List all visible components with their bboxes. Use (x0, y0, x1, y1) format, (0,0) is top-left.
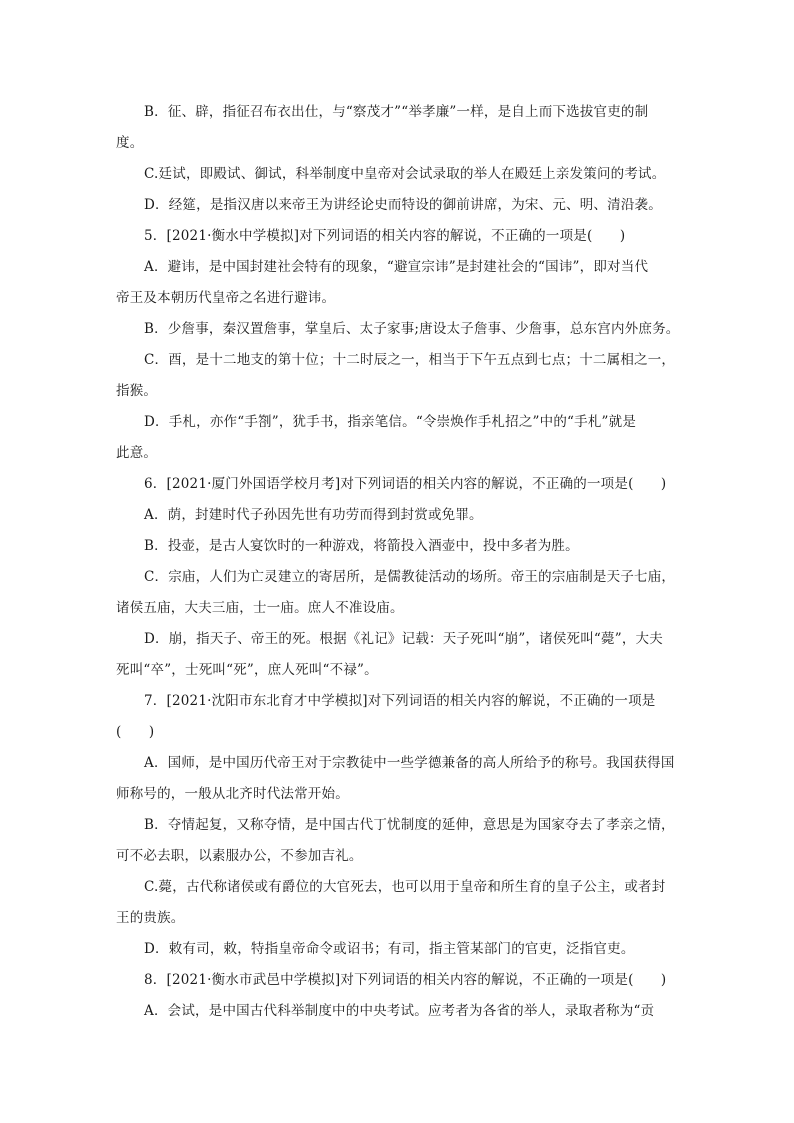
text-line: ( ) (116, 724, 155, 740)
text-line: 此意。 (116, 445, 158, 461)
question-stem: 6．[2021·厦门外国语学校月考]对下列词语的相关内容的解说，不正确的一项是( ) (144, 476, 667, 492)
text-line: A．会试，是中国古代科举制度中的中央考试。应考者为各省的举人，录取者称为“贡 (144, 1003, 655, 1019)
text-line: D．崩，指天子、帝王的死。根据《礼记》记载：天子死叫“崩”，诸侯死叫“薨”，大夫 (144, 631, 663, 647)
question-stem: 5．[2021·衡水中学模拟]对下列词语的相关内容的解说，不正确的一项是( ) (144, 228, 626, 244)
text-line: 指猴。 (116, 383, 158, 399)
text-line: B．少詹事，秦汉置詹事，掌皇后、太子家事;唐设太子詹事、少詹事，总东宫内外庶务。 (144, 321, 680, 337)
text-line: 度。 (116, 135, 144, 151)
text-line: C.薨，古代称诸侯或有爵位的大官死去，也可以用于皇帝和所生育的皇子公主，或者封 (144, 879, 666, 895)
text-line: 诸侯五庙，大夫三庙，士一庙。庶人不准设庙。 (116, 600, 404, 616)
text-line: A．国师，是中国历代帝王对于宗教徒中一些学德兼备的高人所给予的称号。我国获得国 (144, 755, 675, 771)
text-line: 帝王及本朝历代皇帝之名进行避讳。 (116, 290, 336, 306)
text-line: 师称号的，一般从北齐时代法常开始。 (116, 786, 349, 802)
text-line: A．避讳，是中国封建社会特有的现象，“避宣宗讳”是封建社会的“国讳”，即对当代 (144, 259, 649, 275)
text-line: C．酉，是十二地支的第十位；十二时辰之一，相当于下午五点到七点；十二属相之一， (144, 352, 676, 368)
text-line: 死叫“卒”，士死叫“死”，庶人死叫“不禄”。 (116, 662, 378, 678)
text-line: 王的贵族。 (116, 910, 185, 926)
text-line: 可不必去职，以素服办公，不参加吉礼。 (116, 848, 363, 864)
question-stem: 7．[2021·沈阳市东北育才中学模拟]对下列词语的相关内容的解说，不正确的一项是 (144, 693, 656, 709)
text-line: B．夺情起复，又称夺情，是中国古代丁忧制度的延伸，意思是为国家夺去了孝亲之情， (144, 817, 675, 833)
text-line: B．征、辟，指征召布衣出仕，与“察茂才”“举孝廉”一样，是自上而下选拔官吏的制 (144, 104, 649, 120)
text-line: A．荫，封建时代子孙因先世有功劳而得到封赏或免罪。 (144, 507, 483, 523)
text-line: D．手札，亦作“手劄”，犹手书，指亲笔信。“令崇焕作手札招之”中的“手札”就是 (144, 414, 637, 430)
text-line: C．宗庙，人们为亡灵建立的寄居所，是儒教徒活动的场所。帝王的宗庙制是天子七庙， (144, 569, 676, 585)
text-line: D．经筵，是指汉唐以来帝王为讲经论史而特设的御前讲席，为宋、元、明、清沿袭。 (144, 197, 662, 213)
text-line: D．敕有司，敕，特指皇帝命令或诏书；有司，指主管某部门的官吏，泛指官吏。 (144, 941, 635, 957)
text-line: C.廷试，即殿试、御试，科举制度中皇帝对会试录取的举人在殿廷上亲发策问的考试。 (144, 166, 666, 182)
text-line: B．投壶，是古人宴饮时的一种游戏，将箭投入酒壶中，投中多者为胜。 (144, 538, 579, 554)
question-stem: 8．[2021·衡水市武邑中学模拟]对下列词语的相关内容的解说，不正确的一项是( ) (144, 972, 667, 988)
